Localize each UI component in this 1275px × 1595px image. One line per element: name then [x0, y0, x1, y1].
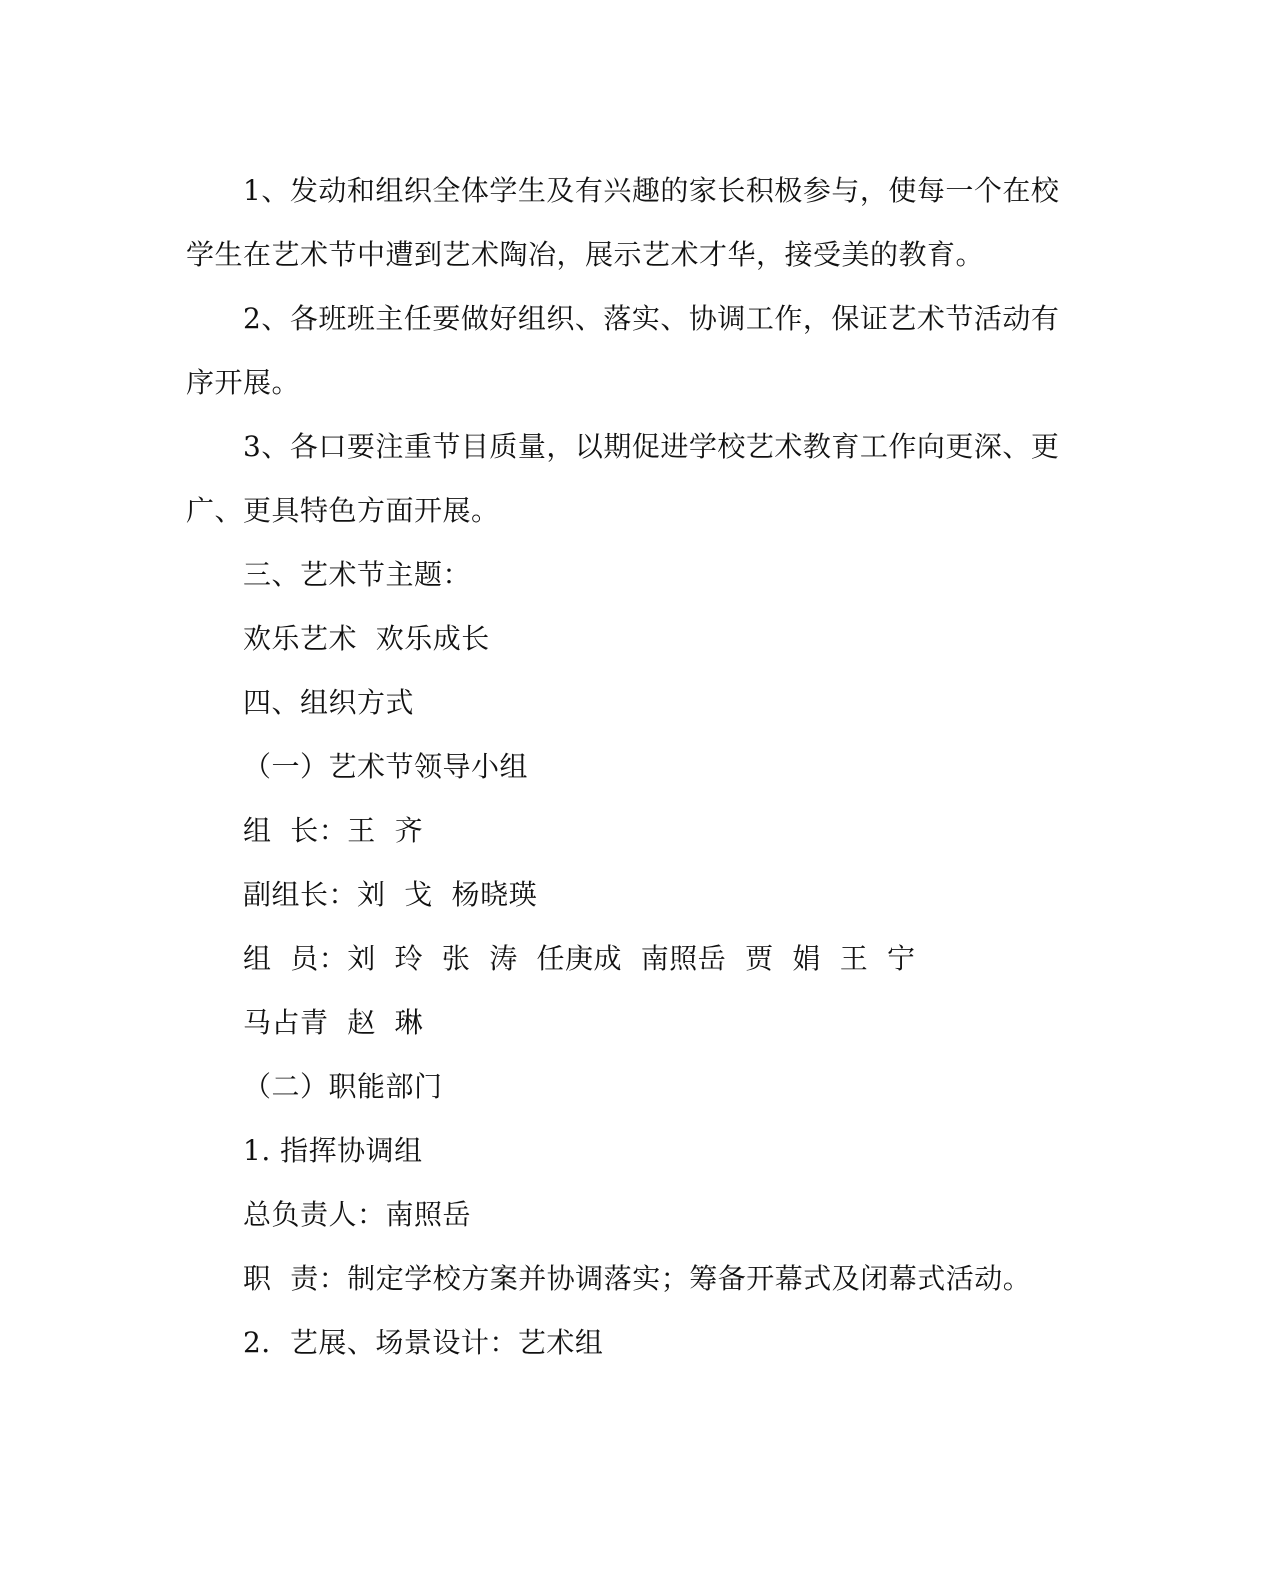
group-members-line-2: 马占青 赵 琳 [243, 1006, 424, 1039]
vice-group-leader: 副组长：刘 戈 杨晓瑛 [243, 878, 538, 911]
paragraph-3-line-2: 广、更具特色方面开展。 [186, 494, 500, 527]
subheading-functional-departments: （二）职能部门 [243, 1070, 443, 1103]
department-2-title: 2．艺展、场景设计：艺术组 [243, 1326, 604, 1359]
paragraph-2-line-1: 2、各班班主任要做好组织、落实、协调工作，保证艺术节活动有 [243, 302, 1060, 335]
paragraph-1-line-2: 学生在艺术节中遭到艺术陶冶，展示艺术才华，接受美的教育。 [186, 238, 985, 271]
department-1-duty: 职 责：制定学校方案并协调落实；筹备开幕式及闭幕式活动。 [243, 1262, 1032, 1295]
section-heading-theme: 三、艺术节主题： [243, 558, 472, 591]
theme-text: 欢乐艺术 欢乐成长 [243, 622, 490, 655]
paragraph-3-line-1: 3、各口要注重节目质量，以期促进学校艺术教育工作向更深、更 [243, 430, 1060, 463]
group-members-line-1: 组 员：刘 玲 张 涛 任庚成 南照岳 贾 娟 王 宁 [243, 942, 916, 975]
section-heading-organization: 四、组织方式 [243, 686, 415, 719]
paragraph-1-line-1: 1、发动和组织全体学生及有兴趣的家长积极参与，使每一个在校 [243, 174, 1060, 207]
group-leader: 组 长：王 齐 [243, 814, 424, 847]
department-1-head: 总负责人：南照岳 [243, 1198, 472, 1231]
subheading-leadership-group: （一）艺术节领导小组 [243, 750, 529, 783]
department-1-title: 1. 指挥协调组 [243, 1134, 423, 1167]
paragraph-2-line-2: 序开展。 [186, 366, 301, 399]
